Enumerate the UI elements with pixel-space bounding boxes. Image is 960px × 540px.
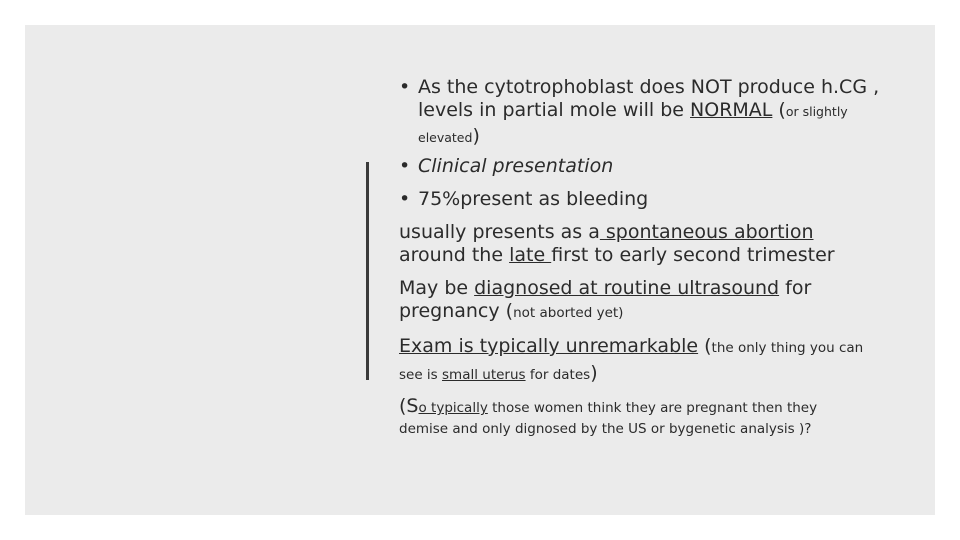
body-line-5 bbox=[399, 335, 899, 360]
paren-close: ) bbox=[472, 125, 480, 147]
bullet-hcg-cont bbox=[399, 99, 899, 123]
small-note-elevated: elevated bbox=[418, 130, 473, 145]
bleeding-text: 75%present as bleeding bbox=[418, 188, 649, 210]
text: ( bbox=[698, 335, 712, 357]
underlined-small-text: small uterus bbox=[442, 367, 526, 383]
body-line-2 bbox=[399, 244, 899, 267]
clinical-heading: Clinical presentation bbox=[418, 155, 614, 177]
text: usually presents as a bbox=[399, 221, 600, 243]
accent-bar bbox=[366, 162, 369, 380]
underlined-small-text: o typically bbox=[418, 400, 488, 416]
body-line-6 bbox=[399, 362, 899, 387]
bullet-hcg-cont2 bbox=[399, 125, 899, 149]
small-text: see is bbox=[399, 367, 443, 383]
text: for bbox=[779, 277, 812, 299]
bullet-marker: • bbox=[399, 155, 411, 177]
paren-open: ( bbox=[772, 99, 786, 121]
slide-content bbox=[399, 74, 899, 441]
bullet-clinical bbox=[399, 155, 899, 178]
text: pregnancy ( bbox=[399, 300, 514, 322]
small-note: or slightly bbox=[785, 104, 848, 119]
bullet-marker: • bbox=[399, 188, 411, 210]
bullet-bleeding bbox=[399, 188, 899, 211]
small-text: the only thing you can bbox=[711, 340, 864, 356]
normal-term: NORMAL bbox=[690, 99, 773, 121]
bullet-hcg-line1: As the cytotrophoblast does NOT produce h.CG , bbox=[418, 76, 880, 98]
bullet-hcg bbox=[399, 76, 899, 99]
body-line-4 bbox=[399, 300, 899, 325]
text: May be bbox=[399, 277, 475, 299]
text: ( bbox=[399, 395, 407, 417]
body-line-8 bbox=[399, 416, 899, 441]
body-line-1 bbox=[399, 221, 899, 244]
text: first to early second trimester bbox=[551, 244, 835, 266]
small-text: for dates bbox=[525, 367, 591, 383]
body-line-3 bbox=[399, 277, 899, 300]
small-text: those women think they are pregnant then they bbox=[487, 400, 818, 416]
bullet-hcg-line2: levels in partial mole will be bbox=[418, 99, 691, 121]
underlined-text: spontaneous abortion bbox=[599, 221, 814, 243]
text: around the bbox=[399, 244, 510, 266]
bullet-marker: • bbox=[399, 76, 411, 98]
small-text: demise and only dignosed by the US or bygenetic analysis )? bbox=[399, 421, 812, 437]
underlined-text: Exam is typically unremarkable bbox=[399, 335, 699, 357]
underlined-text: late bbox=[509, 244, 552, 266]
small-text: not aborted yet) bbox=[513, 305, 624, 321]
text: S bbox=[406, 395, 419, 417]
text: ) bbox=[590, 362, 598, 384]
underlined-text: diagnosed at routine ultrasound bbox=[474, 277, 780, 299]
